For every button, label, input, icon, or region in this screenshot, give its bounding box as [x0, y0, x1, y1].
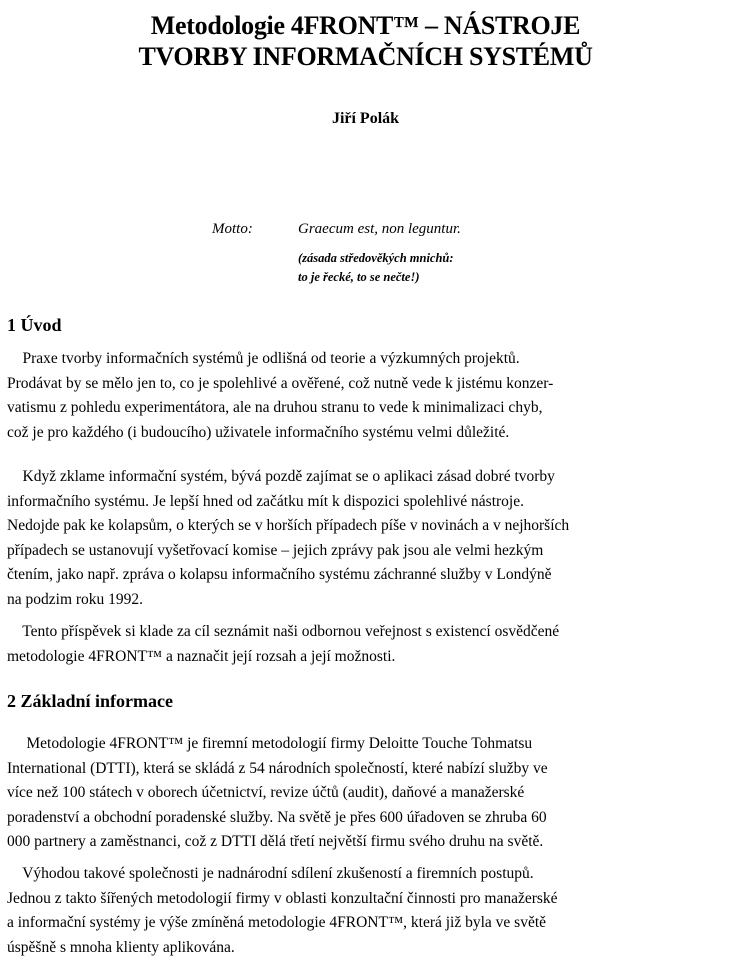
text-line: Metodologie 4FRONT™ je firemní metodologií firmy Deloitte Touche Tohmatsu — [7, 732, 705, 757]
text-line: 000 partnery a zaměstnanci, což z DTTI dělá třetí největší firmu svého druhu na světě. — [7, 830, 705, 855]
author-name: Jiří Polák — [0, 110, 731, 128]
text-line: Jednou z takto šířených metodologií firmy v oblasti konzultační činnosti pro manažerské — [7, 887, 705, 912]
title-line-1: Metodologie 4FRONT™ – NÁSTROJE — [0, 10, 731, 41]
motto-label: Motto: — [212, 221, 253, 238]
paragraph-basic-2 — [7, 862, 705, 960]
title-line-2: TVORBY INFORMAČNÍCH SYSTÉMŮ — [0, 41, 731, 72]
motto-note — [298, 249, 454, 287]
text-line: více než 100 státech v oborech účetnictví, revize účtů (audit), daňové a manažerské — [7, 781, 705, 806]
text-line: Prodávat by se mělo jen to, co je spolehlivé a ověřené, což nutně vede k jistému konzer- — [7, 372, 705, 397]
text-line: Tento příspěvek si klade za cíl seznámit naši odbornou veřejnost s existencí osvědčené — [7, 620, 705, 645]
text-line: informačního systému. Je lepší hned od začátku mít k dispozici spolehlivé nástroje. — [7, 490, 705, 515]
text-line: úspěšně s mnoha klienty aplikována. — [7, 936, 705, 960]
text-line: Výhodou takové společnosti je nadnárodní sdílení zkušeností a firemních postupů. — [7, 862, 705, 887]
paragraph-intro-2 — [7, 465, 705, 612]
text-line: metodologie 4FRONT™ a naznačit její rozsah a její možnosti. — [7, 645, 705, 670]
text-line: na podzim roku 1992. — [7, 588, 705, 613]
text-line: Když zklame informační systém, bývá pozdě zajímat se o aplikaci zásad dobré tvorby — [7, 465, 705, 490]
paragraph-basic-1 — [7, 732, 705, 855]
paragraph-intro-3 — [7, 620, 705, 669]
motto-note-line-1: (zásada středověkých mnichů: — [298, 249, 454, 268]
motto-note-line-2: to je řecké, to se nečte!) — [298, 268, 454, 287]
text-line: Nedojde pak ke kolapsům, o kterých se v horších případech píše v novinách a v nejhorších — [7, 514, 705, 539]
text-line: vatismu z pohledu experimentátora, ale na druhou stranu to vede k minimalizaci chyb, — [7, 396, 705, 421]
text-line: Praxe tvorby informačních systémů je odlišná od teorie a výzkumných projektů. — [7, 347, 705, 372]
paragraph-intro-1 — [7, 347, 705, 445]
section-heading-basic-info: 2 Základní informace — [7, 691, 173, 712]
text-line: poradenství a obchodní poradenské služby. Na světě je přes 600 úřadoven se zhruba 60 — [7, 806, 705, 831]
text-line: International (DTTI), která se skládá z 54 národních společností, které nabízí služby ve — [7, 757, 705, 782]
text-line: případech se ustanovují vyšetřovací komise – jejich zprávy pak jsou ale velmi hezkým — [7, 539, 705, 564]
text-line: a informační systémy je výše zmíněná metodologie 4FRONT™, která již byla ve světě — [7, 911, 705, 936]
section-heading-intro: 1 Úvod — [7, 315, 62, 336]
paper-title — [0, 10, 731, 72]
motto-text: Graecum est, non leguntur. — [298, 221, 461, 238]
text-line: což je pro každého (i budoucího) uživatele informačního systému velmi důležité. — [7, 421, 705, 446]
text-line: čtením, jako např. zpráva o kolapsu informačního systému záchranné služby v Londýně — [7, 563, 705, 588]
